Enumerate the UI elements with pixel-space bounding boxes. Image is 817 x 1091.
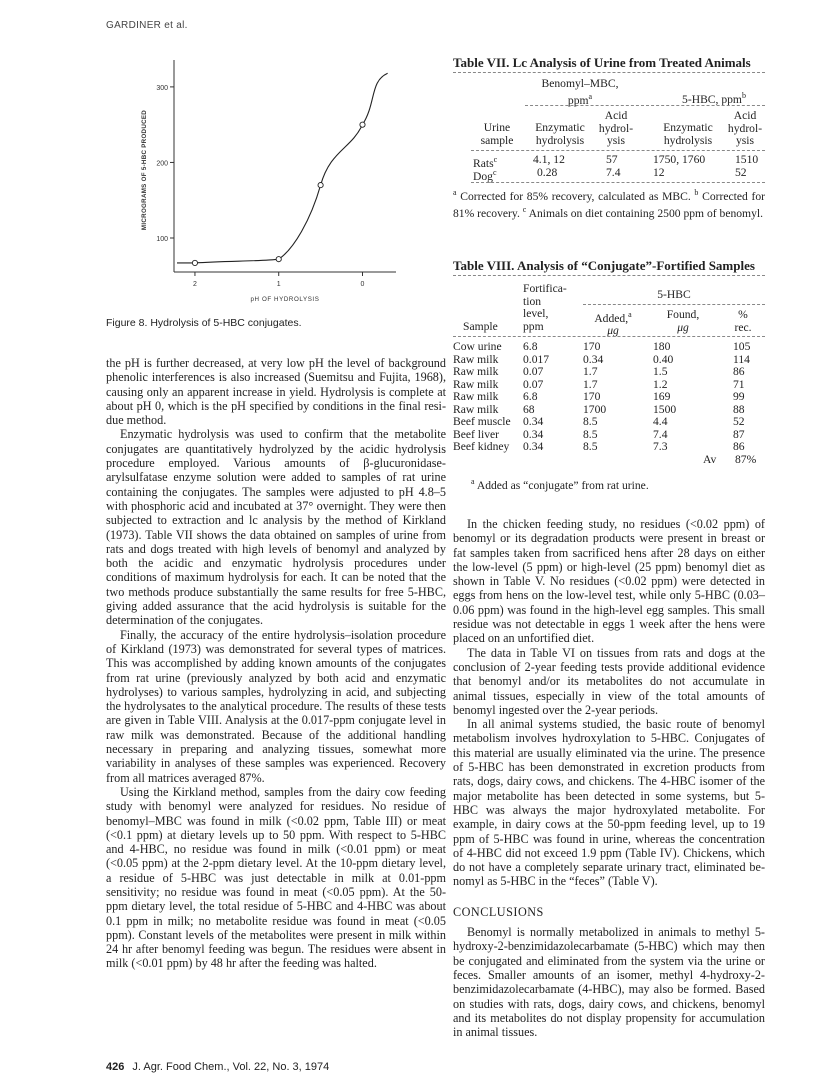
cell-fort: 0.07 bbox=[523, 365, 544, 378]
cell-rec: 86 bbox=[733, 365, 745, 378]
header-line: Added, bbox=[594, 311, 629, 325]
col-enzymatic-1 bbox=[525, 122, 595, 147]
header-line: Acid bbox=[604, 109, 628, 122]
cell-found: 169 bbox=[653, 390, 671, 403]
header-line: Enzymatic bbox=[663, 121, 713, 134]
cell-added: 170 bbox=[583, 340, 601, 353]
col-enzymatic-2 bbox=[653, 122, 723, 147]
cell-sample: Rats bbox=[473, 156, 494, 170]
figure-caption: Figure 8. Hydrolysis of 5-HBC conjugates. bbox=[106, 317, 302, 329]
cell-footnote-mark: c bbox=[492, 167, 497, 177]
conclusions-heading: CONCLUSIONS bbox=[453, 904, 544, 919]
header-line: ysis bbox=[606, 134, 626, 147]
cell-found: 7.4 bbox=[653, 427, 668, 441]
cell-footnote-mark: c bbox=[493, 155, 498, 164]
page-number: 426 bbox=[106, 1061, 125, 1073]
footnote-b: Corrected for 81% recovery. bbox=[453, 189, 765, 221]
hydrolysis-curve bbox=[177, 73, 388, 263]
footnote-mark: a bbox=[471, 477, 475, 486]
cell-found: 180 bbox=[653, 340, 671, 353]
cell-added: 1.7 bbox=[583, 377, 598, 391]
cell-sample: Beef muscle bbox=[453, 415, 511, 428]
cell-sample: Beef kidney bbox=[453, 440, 510, 453]
table-row bbox=[473, 153, 765, 170]
header-line: Acid bbox=[733, 109, 757, 122]
paragraph: In the chicken feeding study, no residues (<0.02 ppm) of benomyl or its degradation products were present in breast or fat samples taken from sacrificed hens after 28 days on either the low-level (5 ppm) or high-level (25 ppm) benomyl diet as shown in Table V. No residues (<0.02 ppm) were detected in eggs from hens on the low-level test, while only 5-HBC (0.03–0.06 ppm) was found in the high-level egg samples. This small residue was not detectable in eggs 1 week after the hens were placed on an unfortified diet. bbox=[453, 517, 765, 646]
cell-sample: Cow urine bbox=[453, 340, 502, 353]
cell-rec: 87 bbox=[733, 427, 745, 441]
cell-added: 8.5 bbox=[583, 440, 598, 453]
footnote-mark: b bbox=[694, 188, 699, 197]
hydrolysis-chart bbox=[106, 50, 446, 340]
col-urine-sample bbox=[473, 122, 521, 147]
figure-8 bbox=[106, 50, 446, 340]
header-line: Urine bbox=[483, 121, 511, 134]
cell: 4.1, 12 bbox=[533, 153, 565, 166]
col-found bbox=[653, 309, 713, 334]
table-8-title: Table VIII. Analysis of “Conjugate”-Fortified Samples bbox=[453, 258, 755, 273]
col-fortification bbox=[523, 283, 573, 333]
cell-found: 1.2 bbox=[653, 377, 668, 391]
header-line: μg bbox=[677, 320, 689, 334]
col-sample: Sample bbox=[463, 320, 498, 333]
group2-label: 5-HBC, ppm bbox=[682, 92, 742, 106]
cell-fort: 6.8 bbox=[523, 340, 538, 353]
paragraph: The data in Table VI on tissues from rats and dogs at the conclusion of 2-year feeding tests provide additional evidence that benomyl and/or its metabolites do not accumulate in animal tissues, especially in view of the total amounts of benomyl ingested over the 2-year periods. bbox=[453, 645, 765, 717]
x-tick-label: 1 bbox=[276, 281, 281, 288]
cell: 57 bbox=[606, 153, 618, 166]
cell-sample: Raw milk bbox=[453, 365, 499, 378]
cell-sample: Dog bbox=[473, 169, 493, 183]
cell-sample: Raw milk bbox=[453, 352, 499, 366]
header-line: hydrol- bbox=[727, 121, 763, 135]
footnote-mark: c bbox=[522, 205, 527, 215]
journal-citation: J. Agr. Food Chem., Vol. 22, No. 3, 1974 bbox=[132, 1061, 330, 1073]
left-column-text bbox=[106, 356, 446, 971]
average-label: Av bbox=[703, 453, 717, 466]
average-value: 87% bbox=[735, 453, 757, 466]
cell-fort: 0.07 bbox=[523, 377, 544, 391]
footnote-text: Added as “conjugate” from rat urine. bbox=[474, 478, 649, 492]
y-axis-label: MICROGRAMS OF 5-HBC PRODUCED bbox=[141, 109, 148, 231]
table-7-group1-header bbox=[525, 78, 635, 107]
paragraph: Using the Kirkland method, samples from the dairy cow feeding study with benomyl were analyzed for residues. No residue of benomyl–MBC was found in milk (<0.02 ppm, Table III) or meat (<0.1 ppm) at dietary levels up to 50 ppm. With respect to 5-HBC and 4-HBC, no residue was found in milk (<0.01 ppm) or meat (<0.05 ppm) at the 2-ppm dietary level. At the 10-ppm dietary level, a residue of 5-HBC was just detectable in milk at 0.01-ppm sensitivity; no residue was found in meat (<0.05 ppm). At the 50-ppm dietary level, the total residue of 5-HBC and 4-HBC was about 0.1 ppm in milk; no metabolite residue was found in meat (<0.05 ppm). Constant levels of the metabolites were present in milk within 24 hr after benomyl feeding was begun. The residues were absent in milk (<0.01 ppm) by 48 hr after the feeding was halted. bbox=[106, 784, 446, 971]
header-line: hydrolysis bbox=[535, 133, 585, 147]
paragraph: Finally, the accuracy of the entire hydrolysis–isolation procedure of Kirkland (1973) was demonstrated for several types of matrices. This was accomplished by adding known amounts of the conjugates from rat urine (previously analyzed by both acid and enzymatic hydrolyses) to various samples, hydrolyzing in acid, and subjecting the hydrolysates to the analytical procedure. The results of these tests are given in Table VIII. Analysis at the 0.017-ppm conjugate level in raw milk was demonstrated. Because of the additional handling necessary in preparing and analyzing tissues, somewhat more variability in analyses of these samples was experienced. Recovery from all matrices averaged 87%. bbox=[106, 627, 446, 785]
cell-found: 7.3 bbox=[653, 440, 668, 453]
table-row bbox=[453, 341, 765, 354]
header-line: rec. bbox=[734, 320, 752, 334]
paragraph: the pH is further decreased, at very low pH the level of background phenolic interferences is also increased (Suemitsu and Fujita, 1968), causing only an apparent increase in yield. Hydrolysis is complete at about pH 0, which is the pH specified by conditions in the final residue method. bbox=[106, 356, 446, 428]
cell-found: 4.4 bbox=[653, 415, 668, 428]
x-tick-label: 2 bbox=[192, 281, 197, 288]
cell-sample: Beef liver bbox=[453, 427, 500, 441]
cell: 0.28 bbox=[537, 165, 558, 179]
cell-rec: 105 bbox=[733, 340, 751, 353]
table-7-footnote bbox=[453, 186, 765, 221]
header-line: ysis bbox=[735, 134, 755, 147]
table-8-rows bbox=[453, 341, 765, 454]
page-footer bbox=[106, 1061, 329, 1073]
cell-rec: 99 bbox=[733, 390, 745, 403]
group1-label: Benomyl–MBC, bbox=[541, 77, 619, 90]
table-row bbox=[453, 391, 765, 404]
cell-fort: 0.017 bbox=[523, 352, 550, 366]
table-8-footnote bbox=[471, 475, 765, 492]
header-line: % bbox=[738, 308, 748, 321]
footnote-c: Animals on diet containing 2500 ppm of benomyl. bbox=[526, 207, 763, 221]
col-acid-2 bbox=[725, 110, 765, 148]
cell-added: 8.5 bbox=[583, 415, 598, 428]
cell-found: 0.40 bbox=[653, 352, 674, 366]
header-line: sample bbox=[480, 133, 514, 147]
header-line: Enzymatic bbox=[535, 121, 585, 134]
cell-rec: 88 bbox=[733, 402, 745, 416]
cell-added: 8.5 bbox=[583, 427, 598, 441]
data-point bbox=[360, 122, 365, 127]
table-row bbox=[453, 379, 765, 392]
data-point bbox=[276, 257, 281, 262]
col-acid-1 bbox=[596, 110, 636, 148]
header-line: μg bbox=[607, 324, 619, 338]
cell-sample: Raw milk bbox=[453, 402, 499, 416]
header-line: hydrol- bbox=[598, 121, 634, 135]
cell: 52 bbox=[735, 165, 747, 179]
cell: 12 bbox=[653, 165, 665, 179]
header-line: level, bbox=[523, 307, 549, 320]
cell bbox=[473, 167, 497, 183]
group2-footnote-mark: b bbox=[741, 91, 746, 100]
header-line: Found, bbox=[666, 308, 700, 321]
table-row bbox=[453, 441, 765, 454]
table-row bbox=[473, 165, 765, 183]
col-percent-recovery bbox=[723, 309, 763, 334]
y-tick-label: 200 bbox=[156, 160, 168, 168]
x-tick-label: 0 bbox=[360, 281, 365, 288]
cell-fort: 6.8 bbox=[523, 390, 538, 403]
cell: 7.4 bbox=[606, 165, 621, 179]
table-7-title: Table VII. Lc Analysis of Urine from Treated Animals bbox=[453, 55, 751, 70]
paragraph: Enzymatic hydrolysis was used to confirm that the metabolite conjugates are quantitatively hydrolyzed by the acidic hydrolysis procedure employed. Various amounts of β-glucuronidase-arylsulfatase enzyme solution were added to samples of rat urine containing the conjugates. The samples were adjusted to pH 4.8–5 with phosphoric acid and incubated at 37° overnight. They were then subjected to extraction and lc analysis by the method of Kirkland (1973). Table VII shows the data obtained on samples of urine from rats and dogs treated with high levels of benomyl and analyzed by both the acidic and enzymatic hydrolysis procedures under conditions of maximum hydrolysis for each. It can be noted that the two methods produce substantially the same results for free 5-HBC, giving added assurance that the acid hydrolysis is suitable for the determination of the conjugates. bbox=[106, 427, 446, 628]
cell-fort: 0.34 bbox=[523, 427, 544, 441]
group1-footnote-mark: a bbox=[588, 91, 593, 101]
col-added bbox=[583, 309, 643, 338]
data-point bbox=[192, 260, 197, 265]
cell-added: 0.34 bbox=[583, 352, 604, 366]
table-7-group2-header bbox=[663, 90, 765, 106]
cell-found: 1500 bbox=[653, 402, 677, 416]
group1-unit: ppm bbox=[567, 93, 589, 107]
y-tick-label: 300 bbox=[156, 84, 168, 92]
cell-added: 170 bbox=[583, 390, 601, 403]
header-line: hydrolysis bbox=[663, 133, 713, 147]
cell-rec: 114 bbox=[733, 352, 750, 366]
paragraph: In all animal systems studied, the basic route of benomyl metabolism involves hydroxylation to 5-HBC. Conjugates of this material are usually eliminated via the urine. The presence of 5-HBC has been demonstrated in excretion products from rats, dogs, dairy cows, and chickens. The 4-HBC isomer of the major metabolite has been detected in some systems, but 5-HBC was always the major hydroxylated metabolite. For example, in dairy cows at the 50-ppm feeding level, up to 19 ppm of 5-HBC was found in urine, whereas the concentration of 4-HBC did not exceed 1.9 ppm (Table IV). Chickens, which do not have a completely separate urinary tract, eliminated benomyl as 5-HBC in the “feces” (Table V). bbox=[453, 717, 765, 889]
cell-fort: 0.34 bbox=[523, 440, 544, 453]
footnote-mark: a bbox=[453, 188, 457, 197]
data-point bbox=[318, 183, 323, 188]
group-5hbc-header: 5-HBC bbox=[657, 288, 691, 301]
cell-sample: Raw milk bbox=[453, 377, 499, 391]
cell-fort: 68 bbox=[523, 402, 535, 416]
cell-rec: 52 bbox=[733, 415, 745, 428]
table-row bbox=[453, 366, 765, 379]
cell-rec: 71 bbox=[733, 377, 745, 391]
cell-fort: 0.34 bbox=[523, 415, 544, 428]
right-column-text bbox=[453, 517, 765, 1039]
header-line: Fortifica- bbox=[523, 282, 567, 295]
cell-rec: 86 bbox=[733, 440, 745, 453]
cell: 1510 bbox=[735, 153, 759, 166]
running-head: GARDINER et al. bbox=[106, 20, 188, 31]
table-row bbox=[453, 354, 765, 367]
cell-sample: Raw milk bbox=[453, 390, 499, 403]
cell-added: 1700 bbox=[583, 402, 607, 416]
cell-found: 1.5 bbox=[653, 365, 668, 378]
footnote-a: Corrected for 85% recovery, calculated as MBC. bbox=[456, 189, 695, 203]
header-footnote-mark: a bbox=[628, 310, 632, 319]
table-row bbox=[453, 416, 765, 429]
x-axis-label: pH OF HYDROLYSIS bbox=[250, 296, 320, 303]
cell-added: 1.7 bbox=[583, 365, 598, 378]
header-line: tion bbox=[523, 294, 542, 308]
conclusions-paragraph: Benomyl is normally metabolized in animals to methyl 5-hydroxy-2-benzimidazolecarbamate (5-HBC) which may then be conjugated and eliminated from the system via the urine or feces. Smaller amounts of an isomer, methyl 4-hydroxy-2-benzimidazolecarbamate (4-HBC), may also be formed. Based on studies with rats, dogs, dairy cows, and chickens, benomyl and its metabolites do not display propensity for accumulation in animal tissues. bbox=[453, 925, 765, 1040]
table-7-rows bbox=[473, 153, 765, 183]
header-line: ppm bbox=[523, 319, 544, 333]
y-tick-label: 100 bbox=[156, 236, 168, 243]
cell: 1750, 1760 bbox=[653, 153, 706, 166]
